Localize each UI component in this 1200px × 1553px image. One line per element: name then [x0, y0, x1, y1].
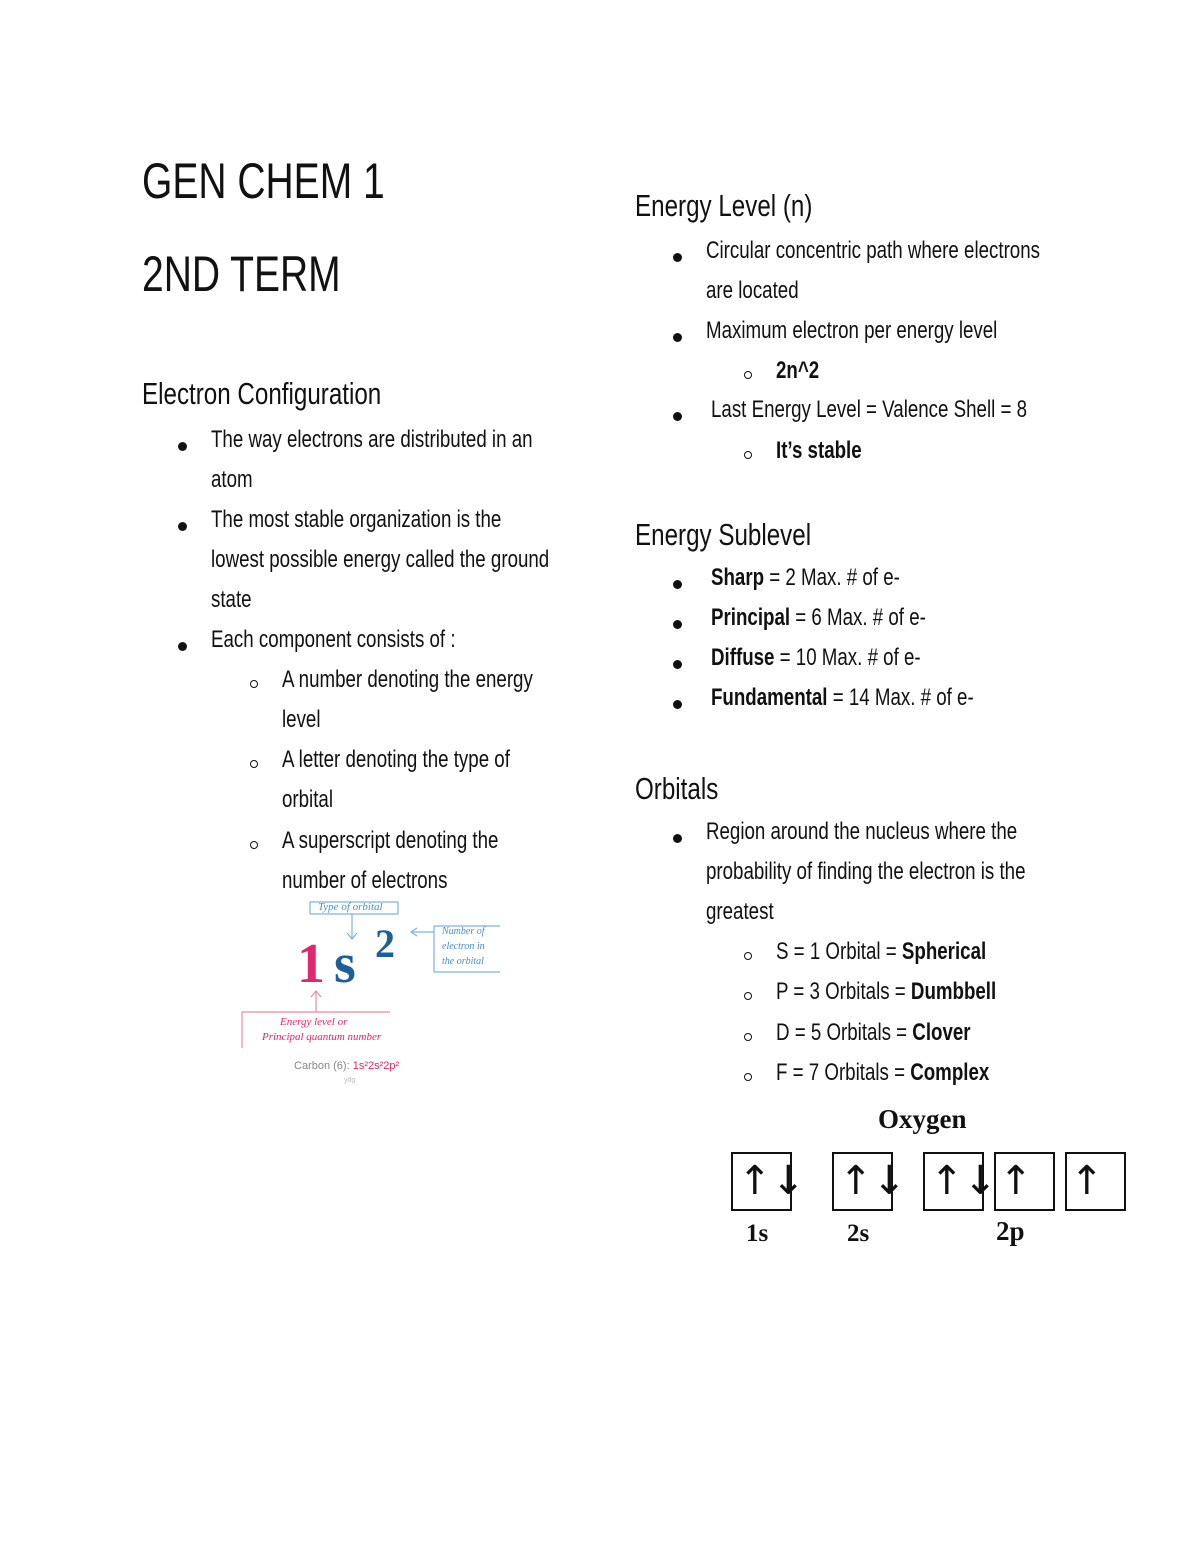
list-item: Maximum electron per energy level — [706, 317, 998, 344]
page-title-line1: GEN CHEM 1 — [142, 153, 385, 209]
electron-pair-arrows: ↑↓ — [930, 1158, 998, 1204]
electron-pair-arrows: ↑↓ — [839, 1158, 907, 1204]
list-item: Region around the nucleus where the — [706, 818, 1018, 845]
bullet-icon — [673, 700, 682, 709]
bullet-icon — [673, 660, 682, 669]
number-of-electrons-label-3: the orbital — [442, 956, 484, 967]
list-item-cont: state — [211, 586, 252, 613]
number-of-electrons-label: Number of — [442, 926, 485, 937]
bullet-icon — [673, 834, 682, 843]
figure-credit: ydg — [344, 1077, 356, 1084]
energy-level-heading: Energy Level (n) — [635, 188, 813, 223]
list-item-cont: are located — [706, 277, 799, 304]
sub-bullet-icon — [250, 680, 258, 688]
sublevel-item: Sharp = 2 Max. # of e- — [711, 564, 900, 591]
orbitals-heading: Orbitals — [635, 771, 719, 806]
orbital-item: D = 5 Orbitals = Clover — [776, 1019, 971, 1046]
list-item: Circular concentric path where electrons — [706, 237, 1040, 264]
energy-level-label: Energy level or — [280, 1016, 348, 1028]
number-of-electrons-label-2: electron in — [442, 941, 485, 952]
list-item: The way electrons are distributed in an — [211, 426, 533, 453]
sublevel-item: Diffuse = 10 Max. # of e- — [711, 644, 921, 671]
sub-bullet-icon — [744, 1073, 752, 1081]
orbital-box-2p-3 — [1065, 1152, 1126, 1211]
sub-bullet-icon — [744, 992, 752, 1000]
orbital-item: F = 7 Orbitals = Complex — [776, 1059, 990, 1086]
sublevel-item: Principal = 6 Max. # of e- — [711, 604, 926, 631]
sub-bullet-icon — [744, 1033, 752, 1041]
oxygen-diagram-title: Oxygen — [878, 1104, 967, 1134]
electron-pair-arrows: ↑↓ — [738, 1158, 806, 1204]
sub-list-item-cont: number of electrons — [282, 867, 448, 894]
list-item-cont: greatest — [706, 898, 774, 925]
bullet-icon — [178, 442, 187, 451]
list-item: Each component consists of : — [211, 626, 456, 653]
type-of-orbital-label: Type of orbital — [318, 901, 383, 913]
list-item-cont: probability of finding the electron is the — [706, 858, 1026, 885]
bullet-icon — [178, 642, 187, 651]
sub-bullet-icon — [744, 451, 752, 459]
orbital-label-1s: 1s — [746, 1220, 769, 1247]
orbital-item: P = 3 Orbitals = Dumbbell — [776, 978, 997, 1005]
sub-list-item: A superscript denoting the — [282, 827, 499, 854]
bullet-icon — [178, 522, 187, 531]
orbital-box-1s — [731, 1152, 806, 1211]
sub-list-item: A number denoting the energy — [282, 666, 533, 693]
page-title-line2: 2ND TERM — [142, 246, 341, 302]
list-item: Last Energy Level = Valence Shell = 8 — [711, 396, 1028, 423]
sub-bullet-icon — [744, 371, 752, 379]
bullet-icon — [673, 333, 682, 342]
orbital-box-2p-1 — [923, 1152, 998, 1211]
electron-up-arrow: ↑ — [1070, 1158, 1104, 1204]
orbital-letter: s — [334, 933, 356, 995]
orbital-item: S = 1 Orbital = Spherical — [776, 938, 987, 965]
electron-up-arrow: ↑ — [999, 1158, 1033, 1204]
orbital-label-2s: 2s — [847, 1220, 870, 1247]
sub-list-item-cont: level — [282, 706, 321, 733]
electron-notation-figure — [240, 896, 510, 1091]
energy-level-number: 1 — [297, 933, 325, 995]
orbital-box-2s — [832, 1152, 907, 1211]
sub-bullet-icon — [744, 952, 752, 960]
bullet-icon — [673, 580, 682, 589]
electron-superscript: 2 — [375, 921, 395, 966]
energy-sublevel-heading: Energy Sublevel — [635, 517, 812, 552]
list-item: The most stable organization is the — [211, 506, 502, 533]
sub-list-item-cont: orbital — [282, 786, 333, 813]
sub-bullet-icon — [250, 841, 258, 849]
list-item-cont: atom — [211, 466, 253, 493]
bullet-icon — [673, 412, 682, 421]
orbital-label-2p: 2p — [996, 1216, 1025, 1246]
list-item-cont: lowest possible energy called the ground — [211, 546, 550, 573]
bullet-icon — [673, 620, 682, 629]
sub-list-item: It’s stable — [776, 437, 862, 464]
carbon-caption: Carbon (6): 1s²2s²2p² — [294, 1060, 400, 1072]
sublevel-item: Fundamental = 14 Max. # of e- — [711, 684, 974, 711]
electron-configuration-heading: Electron Configuration — [142, 376, 382, 411]
sub-bullet-icon — [250, 760, 258, 768]
sub-list-item: A letter denoting the type of — [282, 746, 510, 773]
sub-list-item: 2n^2 — [776, 357, 820, 384]
principal-quantum-label: Principal quantum number — [262, 1031, 382, 1043]
orbital-box-2p-2 — [994, 1152, 1055, 1211]
bullet-icon — [673, 253, 682, 262]
